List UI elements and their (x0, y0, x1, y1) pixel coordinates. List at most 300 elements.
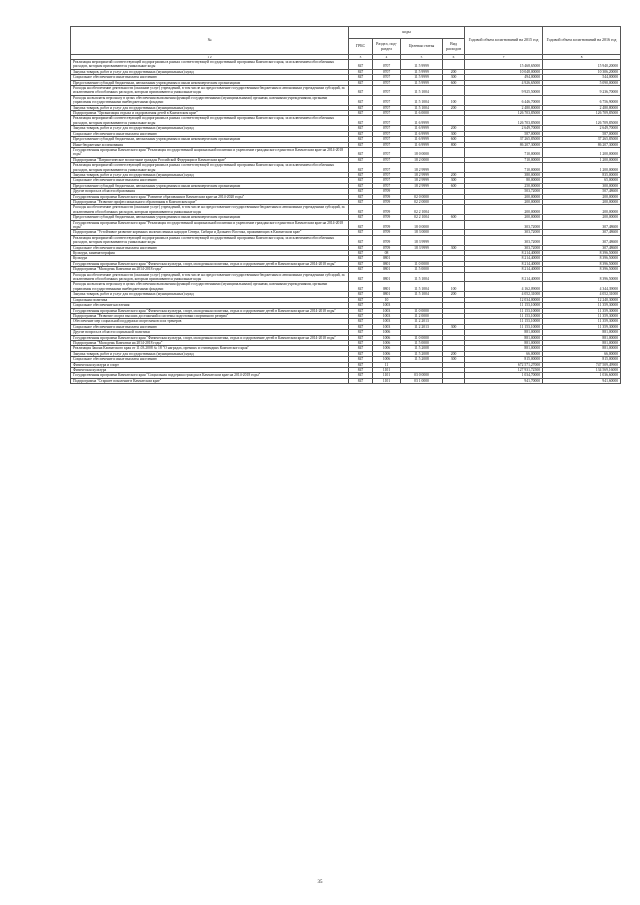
row-amount-2016-cell: 134 569,16000 (543, 367, 621, 372)
row-amount-2016-cell: 66,00000 (543, 351, 621, 356)
row-target-cell: 11 5 2008 (401, 351, 443, 356)
row-name-cell: Физическая культура и спорт (71, 362, 349, 367)
row-expense-type-cell (443, 378, 465, 383)
row-expense-type-cell (443, 116, 465, 126)
row-grbs-cell: 847 (349, 292, 373, 297)
row-name-cell: Государственная программа Камчатского края "Физическая культура, спорт, молодежная политика, отдых и оздоровление детей в Камчатском крае на 2014-2018 годы" (71, 335, 349, 340)
row-amount-2015-cell: 4 162,09000 (465, 282, 543, 292)
row-expense-type-cell: 300 (443, 131, 465, 136)
row-amount-2015-cell: 710,00000 (465, 163, 543, 173)
row-name-cell: Подпрограмма "Устойчивое развитие коренных малочисленных народов Севера, Сибири и Дальнего Востока, проживающих в Камчатском крае" (71, 230, 349, 235)
row-expense-type-cell (443, 86, 465, 96)
row-razdel-cell: 0709 (373, 220, 401, 230)
row-name-cell: Закупка товаров, работ и услуг для государственных (муниципальных) нужд (71, 172, 349, 177)
row-grbs-cell: 847 (349, 142, 373, 147)
row-amount-2015-cell: 881,00000 (465, 330, 543, 335)
column-index-cell: 1 2 (71, 55, 349, 60)
row-name-cell: Иные бюджетные ассигнования (71, 142, 349, 147)
row-target-cell: 11 5 1004 (401, 272, 443, 282)
row-amount-2016-cell: 8 396,50000 (543, 256, 621, 261)
row-grbs-cell: 847 (349, 324, 373, 329)
column-index-cell: 8 (543, 55, 621, 60)
row-razdel-cell: 0709 (373, 245, 401, 250)
row-expense-type-cell: 300 (443, 75, 465, 80)
row-name-cell: Подпрограмма "Развитие спорта высших достижений и системы подготовки спортивного резерва" (71, 313, 349, 318)
row-amount-2016-cell: 881,00000 (543, 346, 621, 351)
header-razdel: Раздел, под-раздел (373, 39, 401, 55)
row-amount-2016-cell: 11 359,30000 (543, 308, 621, 313)
row-name-cell: Реализация мероприятий соответствующей подпрограммы в рамках соответствующей государственной программы Камчатского края, за исключением обособленных расходов, которым присваиваются уникальные коды (71, 116, 349, 126)
row-grbs-cell: 847 (349, 157, 373, 162)
row-target-cell: 11 2 2013 (401, 324, 443, 329)
header-number: № (71, 27, 349, 55)
row-expense-type-cell: 300 (443, 324, 465, 329)
row-amount-2015-cell: 881,00000 (465, 346, 543, 351)
header-grbs: ГРБС (349, 39, 373, 55)
row-name-cell: Культура (71, 256, 349, 261)
row-razdel-cell: 0707 (373, 60, 401, 70)
row-name-cell: Предоставление субсидий бюджетным, автономным учреждениям и иным некоммерческим организациям (71, 183, 349, 188)
row-amount-2016-cell: 4 052,31000 (543, 292, 621, 297)
row-target-cell: 02 0 0000 (401, 194, 443, 199)
row-amount-2015-cell: 494,00000 (465, 75, 543, 80)
row-name-cell: Предоставление субсидий бюджетным, автономным учреждениям и иным некоммерческим организациям (71, 137, 349, 142)
row-amount-2015-cell: 11 153,10000 (465, 308, 543, 313)
row-expense-type-cell (443, 272, 465, 282)
row-name-cell: Государственная программа Камчатского края "Физическая культура, спорт, молодежная политика, отдых и оздоровление детей в Камчатском крае на 2014-2018 годы" (71, 261, 349, 266)
row-grbs-cell: 847 (349, 199, 373, 204)
row-name-cell: Реализация Закона Камчатского края от 11.03.2008 № 18 "О наградах, премиях и стипендиях Камчатского края" (71, 346, 349, 351)
row-grbs-cell: 847 (349, 256, 373, 261)
row-target-cell: 11 5 2008 (401, 357, 443, 362)
row-amount-2016-cell: 11 359,30000 (543, 313, 621, 318)
row-grbs-cell: 847 (349, 272, 373, 282)
row-target-cell: 11 2 2013 (401, 319, 443, 324)
row-grbs-cell: 847 (349, 147, 373, 157)
row-name-cell: Государственная программа Камчатского края "Социальная поддержка граждан в Камчатском крае на 2014-2018 годы" (71, 373, 349, 378)
budget-rows (71, 60, 621, 384)
row-razdel-cell: 0707 (373, 142, 401, 147)
row-razdel-cell: 0707 (373, 137, 401, 142)
row-amount-2015-cell: 587,00000 (465, 131, 543, 136)
row-target-cell: 11 6 9999 (401, 137, 443, 142)
row-grbs-cell: 847 (349, 378, 373, 383)
row-razdel-cell: 0709 (373, 230, 401, 235)
row-grbs-cell: 847 (349, 303, 373, 308)
row-amount-2016-cell: 881,00000 (543, 340, 621, 345)
row-amount-2016-cell: 1 200,00000 (543, 157, 621, 162)
row-razdel-cell: 0709 (373, 235, 401, 245)
column-index-cell: 5 (401, 55, 443, 60)
row-amount-2015-cell: 672 571,27000 (465, 362, 543, 367)
row-amount-2015-cell: 66,00000 (465, 351, 543, 356)
row-amount-2015-cell: 303,72000 (465, 245, 543, 250)
row-name-cell: Реализация мероприятий соответствующей подпрограммы в рамках соответствующей государственной программы Камчатского края, за исключением обособленных расходов, которым присваиваются уникальные коды (71, 235, 349, 245)
row-amount-2015-cell: 250,00000 (465, 183, 543, 188)
row-expense-type-cell (443, 60, 465, 70)
row-grbs-cell: 847 (349, 205, 373, 215)
row-amount-2016-cell: 12 240,30000 (543, 297, 621, 302)
row-amount-2015-cell: 200,00000 (465, 215, 543, 220)
row-grbs-cell: 847 (349, 373, 373, 378)
budget-sheet (70, 26, 620, 384)
row-amount-2016-cell: 200,00000 (543, 199, 621, 204)
table-row (71, 60, 621, 70)
row-amount-2015-cell: 8 214,40000 (465, 256, 543, 261)
row-name-cell: Предоставление субсидий бюджетным, автономным учреждениям и иным некоммерческим организациям (71, 215, 349, 220)
row-razdel-cell: 0707 (373, 131, 401, 136)
row-razdel-cell: 0707 (373, 172, 401, 177)
row-amount-2016-cell: 4 344,39000 (543, 282, 621, 292)
row-target-cell: 02 2 1004 (401, 205, 443, 215)
row-grbs-cell: 847 (349, 351, 373, 356)
row-target-cell: 11 6 9999 (401, 142, 443, 147)
row-target-cell: 18 2 9999 (401, 172, 443, 177)
row-name-cell: Закупка товаров, работ и услуг для государственных (муниципальных) нужд (71, 126, 349, 131)
row-amount-2016-cell: 6 756,90000 (543, 95, 621, 105)
row-razdel-cell: 1003 (373, 313, 401, 318)
row-razdel-cell: 0709 (373, 194, 401, 199)
row-grbs-cell: 847 (349, 95, 373, 105)
row-name-cell: Социальное обеспечение и иные выплаты населению (71, 324, 349, 329)
row-name-cell: Подпрограмма "Развитие профессионального образования в Камчатском крае" (71, 199, 349, 204)
table-row (71, 116, 621, 126)
row-target-cell: 03 1 0000 (401, 378, 443, 383)
row-name-cell: Подпрограмма "Патриотическое воспитание граждан Российской Федерации в Камчатском крае" (71, 157, 349, 162)
row-amount-2015-cell: 4 052,31000 (465, 292, 543, 297)
row-razdel-cell: 0801 (373, 267, 401, 272)
row-amount-2016-cell: 10 306,20000 (543, 69, 621, 74)
row-target-cell: 02 2 0000 (401, 199, 443, 204)
row-name-cell: Расходы на обеспечение деятельности (оказание услуг) учреждений, в том числе на предоставление государственным бюджетным и автономным учреждениям субсидий, за исключением обособленных расходов, которым присваиваются уникальные коды (71, 272, 349, 282)
row-amount-2016-cell: 200,00000 (543, 215, 621, 220)
row-target-cell: 11 6 0000 (401, 111, 443, 116)
row-razdel-cell: 0707 (373, 183, 401, 188)
row-amount-2015-cell: 8 214,40000 (465, 261, 543, 266)
row-target-cell: 11 0 0000 (401, 308, 443, 313)
row-amount-2015-cell: 80,00000 (465, 178, 543, 183)
row-name-cell: Культура, кинематография (71, 251, 349, 256)
row-razdel-cell: 0709 (373, 189, 401, 194)
row-razdel-cell: 0707 (373, 111, 401, 116)
row-expense-type-cell: 100 (443, 95, 465, 105)
row-name-cell: Реализация мероприятий соответствующей подпрограммы в рамках соответствующей государственной программы Камчатского края, за исключением обособленных расходов, которым присваиваются уникальные коды (71, 163, 349, 173)
row-name-cell: Обеспечение мер социальной поддержки спортсменов и их тренеров (71, 319, 349, 324)
row-target-cell: 11 5 9999 (401, 60, 443, 70)
row-grbs-cell: 847 (349, 282, 373, 292)
row-razdel-cell: 1006 (373, 357, 401, 362)
column-index-cell: 7 (465, 55, 543, 60)
column-index-cell: 3 (349, 55, 373, 60)
row-amount-2016-cell: 747 509,49900 (543, 362, 621, 367)
row-razdel-cell: 1101 (373, 373, 401, 378)
row-amount-2015-cell: 303,72000 (465, 230, 543, 235)
row-razdel-cell: 0707 (373, 80, 401, 85)
row-amount-2016-cell: 815,00000 (543, 357, 621, 362)
table-row (71, 235, 621, 245)
row-amount-2015-cell: 815,00000 (465, 357, 543, 362)
row-grbs-cell: 847 (349, 220, 373, 230)
row-razdel-cell: 10 (373, 297, 401, 302)
row-amount-2016-cell: 8 396,50000 (543, 272, 621, 282)
row-target-cell: 18 2 9999 (401, 178, 443, 183)
row-target-cell: 18 3 9999 (401, 235, 443, 245)
row-amount-2016-cell: 307,48600 (543, 235, 621, 245)
row-name-cell: Подпрограмма "Молодежь Камчатки на 2014-2018 годы" (71, 267, 349, 272)
row-name-cell: Социальная политика (71, 297, 349, 302)
row-name-cell: Закупка товаров, работ и услуг для государственных (муниципальных) нужд (71, 69, 349, 74)
row-amount-2016-cell: 307,48600 (543, 220, 621, 230)
row-target-cell: 11 5 2008 (401, 346, 443, 351)
row-amount-2015-cell: 503,72000 (465, 189, 543, 194)
row-target-cell: 11 2 0000 (401, 313, 443, 318)
row-target-cell: 11 5 9999 (401, 75, 443, 80)
row-target-cell: 18 0 0000 (401, 147, 443, 157)
row-target-cell: 11 5 1004 (401, 105, 443, 110)
row-razdel-cell: 1006 (373, 351, 401, 356)
header-year-2016: Годовой объем ассигнований на 2016 год (543, 27, 621, 55)
row-grbs-cell: 847 (349, 75, 373, 80)
table-row (71, 282, 621, 292)
row-name-cell: Другие вопросы в области образования (71, 189, 349, 194)
row-razdel-cell: 1006 (373, 335, 401, 340)
row-expense-type-cell: 600 (443, 215, 465, 220)
row-amount-2015-cell: 710,00000 (465, 147, 543, 157)
row-expense-type-cell: 200 (443, 69, 465, 74)
row-razdel-cell: 11 (373, 362, 401, 367)
row-grbs-cell: 847 (349, 330, 373, 335)
row-razdel-cell: 1003 (373, 324, 401, 329)
row-name-cell: Социальное обеспечение и иные выплаты населению (71, 75, 349, 80)
row-name-cell: Социальное обеспечение и иные выплаты населению (71, 131, 349, 136)
row-amount-2015-cell: 8 214,40000 (465, 267, 543, 272)
row-amount-2015-cell: 10 048,00000 (465, 69, 543, 74)
table-row (71, 163, 621, 173)
row-expense-type-cell (443, 235, 465, 245)
row-amount-2016-cell: 8 396,50000 (543, 261, 621, 266)
row-grbs-cell: 847 (349, 60, 373, 70)
row-amount-2016-cell: 15 940,20000 (543, 60, 621, 70)
row-razdel-cell: 0707 (373, 69, 401, 74)
row-amount-2016-cell: 941,60000 (543, 378, 621, 383)
column-index-cell: 6 (443, 55, 465, 60)
row-grbs-cell: 847 (349, 111, 373, 116)
row-expense-type-cell: 600 (443, 183, 465, 188)
row-amount-2015-cell: 37 265,85000 (465, 137, 543, 142)
row-amount-2016-cell: 544,00000 (543, 75, 621, 80)
row-target-cell: 11 5 0000 (401, 340, 443, 345)
row-razdel-cell: 08 (373, 251, 401, 256)
row-name-cell: Расходы на выплаты персоналу в целях обеспечения выполнения функций государственными (муниципальными) органами, казенными учреждениями, органами управления государственными внебюджетными фондами (71, 95, 349, 105)
row-amount-2016-cell: 8 396,50000 (543, 267, 621, 272)
row-target-cell: 18 2 0000 (401, 157, 443, 162)
row-amount-2016-cell: 881,00000 (543, 335, 621, 340)
row-amount-2016-cell: 507,48600 (543, 189, 621, 194)
row-name-cell: Предоставление субсидий бюджетным, автономным учреждениям и иным некоммерческим организациям (71, 80, 349, 85)
row-grbs-cell: 847 (349, 362, 373, 367)
row-razdel-cell: 0707 (373, 95, 401, 105)
row-name-cell: Социальное обеспечение населения (71, 303, 349, 308)
row-razdel-cell: 1006 (373, 330, 401, 335)
row-name-cell: Государственная программа Камчатского края "Развитие образования в Камчатском крае на 2014-2020 годы" (71, 194, 349, 199)
row-amount-2015-cell: 15 468,65000 (465, 60, 543, 70)
row-amount-2016-cell: 2 480,80000 (543, 105, 621, 110)
row-amount-2016-cell: 1 036,60000 (543, 373, 621, 378)
row-amount-2016-cell: 86 207,30000 (543, 142, 621, 147)
row-grbs-cell: 847 (349, 367, 373, 372)
row-razdel-cell: 0801 (373, 261, 401, 266)
row-amount-2016-cell: 11 359,30000 (543, 324, 621, 329)
row-amount-2016-cell: 300,00000 (543, 183, 621, 188)
page-number: 35 (317, 880, 323, 885)
row-razdel-cell: 0707 (373, 157, 401, 162)
row-amount-2015-cell: 11 153,10000 (465, 319, 543, 324)
row-razdel-cell: 1003 (373, 319, 401, 324)
row-amount-2016-cell: 8 396,50000 (543, 251, 621, 256)
row-amount-2015-cell: 2 649,70000 (465, 126, 543, 131)
row-grbs-cell: 847 (349, 357, 373, 362)
table-row (71, 378, 621, 383)
row-grbs-cell: 847 (349, 116, 373, 126)
row-razdel-cell: 0707 (373, 116, 401, 126)
row-razdel-cell: 0707 (373, 126, 401, 131)
row-amount-2015-cell: 8 214,40000 (465, 251, 543, 256)
row-name-cell: Расходы на выплаты персоналу в целях обеспечения выполнения функций государственными (муниципальными) органами, казенными учреждениями, органами управления государственными внебюджетными фондами (71, 282, 349, 292)
row-amount-2016-cell: 1 200,00000 (543, 147, 621, 157)
row-expense-type-cell: 300 (443, 178, 465, 183)
row-amount-2016-cell: 37 265,85000 (543, 137, 621, 142)
row-name-cell: Государственная программа Камчатского края "Реализация государственной национальной политики и укрепление гражданского единства в Камчатском крае на 2014-2018 годы" (71, 147, 349, 157)
row-razdel-cell: 0707 (373, 147, 401, 157)
row-razdel-cell: 0801 (373, 256, 401, 261)
row-amount-2015-cell: 11 153,10000 (465, 324, 543, 329)
row-amount-2015-cell: 303,72000 (465, 220, 543, 230)
row-target-cell: 11 6 9999 (401, 116, 443, 126)
row-amount-2015-cell: 12 034,00000 (465, 297, 543, 302)
row-amount-2015-cell: 881,00000 (465, 340, 543, 345)
row-razdel-cell: 0707 (373, 75, 401, 80)
row-amount-2016-cell: 65,00000 (543, 178, 621, 183)
table-row (71, 86, 621, 96)
row-razdel-cell: 0709 (373, 205, 401, 215)
row-grbs-cell: 847 (349, 235, 373, 245)
row-target-cell: 02 2 1004 (401, 215, 443, 220)
row-target-cell: 11 5 1004 (401, 282, 443, 292)
row-expense-type-cell: 800 (443, 142, 465, 147)
header-codes: коды (349, 27, 465, 39)
row-expense-type-cell: 200 (443, 351, 465, 356)
row-target-cell: 11 5 1004 (401, 292, 443, 297)
row-grbs-cell: 847 (349, 308, 373, 313)
header-target-article: Целевая статья (401, 39, 443, 55)
row-razdel-cell: 0707 (373, 105, 401, 110)
row-amount-2015-cell: 941,70000 (465, 378, 543, 383)
budget-table (70, 26, 621, 384)
row-target-cell: 18 3 0000 (401, 230, 443, 235)
row-name-cell: Социальное обеспечение и иные выплаты населению (71, 245, 349, 250)
header-expense-type: Вид расходов (443, 39, 465, 55)
row-grbs-cell: 847 (349, 346, 373, 351)
row-grbs-cell: 847 (349, 251, 373, 256)
row-razdel-cell: 1003 (373, 303, 401, 308)
row-razdel-cell: 0707 (373, 163, 401, 173)
row-amount-2016-cell: 307,48600 (543, 230, 621, 235)
row-amount-2016-cell: 835,00000 (543, 172, 621, 177)
row-razdel-cell: 0707 (373, 86, 401, 96)
row-razdel-cell: 1101 (373, 367, 401, 372)
row-grbs-cell: 847 (349, 194, 373, 199)
row-name-cell: Подпрограмма "Организация отдыха и оздоровления детей в Камчатском крае" (71, 111, 349, 116)
row-amount-2016-cell: 5 090,00000 (543, 80, 621, 85)
row-amount-2016-cell: 11 359,30000 (543, 319, 621, 324)
row-razdel-cell: 1003 (373, 308, 401, 313)
row-target-cell: 11 0 0000 (401, 335, 443, 340)
row-amount-2015-cell: 881,00000 (465, 335, 543, 340)
row-grbs-cell: 847 (349, 261, 373, 266)
row-target-cell: 11 5 0000 (401, 267, 443, 272)
row-grbs-cell: 847 (349, 335, 373, 340)
row-grbs-cell: 847 (349, 313, 373, 318)
row-target-cell: 11 5 1004 (401, 86, 443, 96)
row-amount-2016-cell: 9 236,70000 (543, 86, 621, 96)
row-grbs-cell: 847 (349, 105, 373, 110)
row-amount-2016-cell: 881,00000 (543, 330, 621, 335)
row-grbs-cell: 847 (349, 215, 373, 220)
row-amount-2015-cell: 6 446,70000 (465, 95, 543, 105)
row-name-cell: Подпрограмма "Старшее поколение в Камчатском крае" (71, 378, 349, 383)
row-razdel-cell: 0801 (373, 272, 401, 282)
row-expense-type-cell (443, 163, 465, 173)
row-amount-2015-cell: 4 926,65000 (465, 80, 543, 85)
row-expense-type-cell: 600 (443, 80, 465, 85)
row-razdel-cell: 0707 (373, 178, 401, 183)
row-name-cell: Расходы на обеспечение деятельности (оказание услуг) учреждений, в том числе на предоставление государственным бюджетным и автономным учреждениям субсидий, за исключением обособленных расходов, которым присваиваются уникальные коды (71, 86, 349, 96)
row-target-cell: 18 0 0000 (401, 220, 443, 230)
row-name-cell: Социальное обеспечение и иные выплаты населению (71, 178, 349, 183)
row-grbs-cell: 847 (349, 137, 373, 142)
row-name-cell: Государственная программа Камчатского края "Реализация государственной национальной политики и укрепление гражданского единства в Камчатском крае на 2014-2018 годы" (71, 220, 349, 230)
row-name-cell: Социальное обеспечение и иные выплаты населению (71, 357, 349, 362)
row-amount-2015-cell: 11 153,10000 (465, 313, 543, 318)
row-amount-2016-cell: 126 709,85000 (543, 111, 621, 116)
row-grbs-cell: 847 (349, 172, 373, 177)
row-amount-2016-cell: 11 359,30000 (543, 303, 621, 308)
row-name-cell: Закупка товаров, работ и услуг для государственных (муниципальных) нужд (71, 292, 349, 297)
row-amount-2015-cell: 127 931,72500 (465, 367, 543, 372)
row-expense-type-cell: 200 (443, 126, 465, 131)
row-amount-2015-cell: 126 703,85000 (465, 111, 543, 116)
row-grbs-cell: 847 (349, 69, 373, 74)
row-amount-2016-cell: 126 709,85000 (543, 116, 621, 126)
row-target-cell: 11 5 9999 (401, 69, 443, 74)
row-grbs-cell: 847 (349, 86, 373, 96)
row-grbs-cell: 847 (349, 80, 373, 85)
row-amount-2016-cell: 1 200,00000 (543, 163, 621, 173)
row-razdel-cell: 0709 (373, 215, 401, 220)
row-target-cell: 03 0 0000 (401, 373, 443, 378)
row-grbs-cell: 847 (349, 267, 373, 272)
row-amount-2016-cell: 587,00000 (543, 131, 621, 136)
row-target-cell: 11 6 9999 (401, 126, 443, 131)
row-amount-2015-cell: 126 703,85000 (465, 116, 543, 126)
row-name-cell: Другие вопросы в области социальной политики (71, 330, 349, 335)
row-amount-2015-cell: 380,00000 (465, 172, 543, 177)
row-expense-type-cell: 200 (443, 292, 465, 297)
row-amount-2015-cell: 9 925,50000 (465, 86, 543, 96)
row-razdel-cell: 0801 (373, 282, 401, 292)
row-target-cell: 11 5 9999 (401, 80, 443, 85)
row-name-cell: Государственная программа Камчатского края "Физическая культура, спорт, молодежная политика, отдых и оздоровление детей в Камчатском крае на 2014-2018 годы" (71, 308, 349, 313)
